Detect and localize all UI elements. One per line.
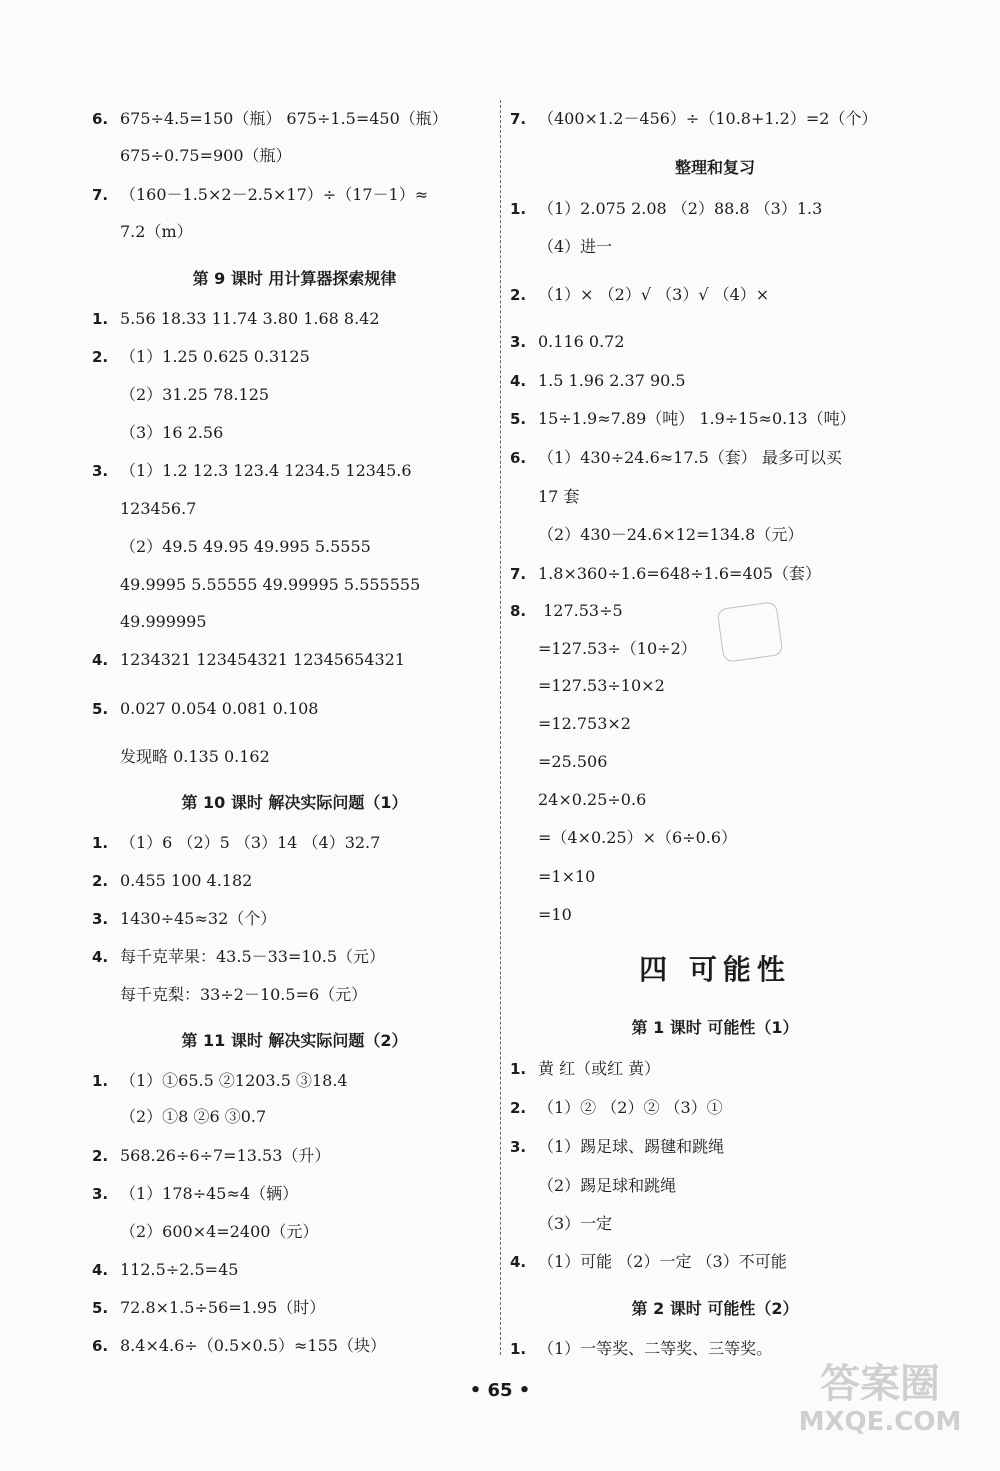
question-number: 7. [510,565,527,583]
answer-text: （2）430－24.6×12=134.8（元） [538,525,804,544]
answer-text: （1）1.25 0.625 0.3125 [120,347,310,366]
answer-line [92,145,292,167]
answer-line [92,384,269,406]
answer-text: =10 [538,905,572,924]
answer-text: 发现略 0.135 0.162 [120,747,270,766]
answer-line [510,600,623,622]
answer-line [92,746,270,768]
question-number: 4. [92,651,109,669]
answer-line [92,1183,298,1205]
answer-text: 7.2（m） [120,222,193,241]
question-number: 3. [92,1185,109,1203]
answer-line [92,346,310,368]
answer-text: （1）6 （2）5 （3）14 （4）32.7 [120,833,381,852]
section-heading: 第 11 课时 解决实际问题（2） [181,1031,408,1050]
answer-line [92,649,405,671]
answer-line [510,1338,772,1360]
answer-text: =1×10 [538,867,596,886]
answer-line [92,908,276,930]
answer-text: （400×1.2－456）÷（10.8+1.2）=2（个） [538,109,878,128]
answer-text: 72.8×1.5÷56=1.95（时） [120,1298,326,1317]
question-number: 4. [510,372,527,390]
answer-line [92,460,412,482]
answer-text: 5.56 18.33 11.74 3.80 1.68 8.42 [120,309,380,328]
question-number: 4. [92,1261,109,1279]
answer-text: 675÷0.75=900（瓶） [120,146,292,165]
question-number: 7. [510,110,527,128]
answer-text: 675÷4.5=150（瓶） 675÷1.5=450（瓶） [120,109,448,128]
answer-line [510,1097,723,1119]
answer-line [92,1145,330,1167]
answer-line [92,1106,266,1128]
answer-line [92,536,371,558]
answer-line [92,498,196,520]
question-number: 2. [92,872,109,890]
question-number: 6. [92,1337,109,1355]
answer-text: 8.4×4.6÷（0.5×0.5）≈155（块） [120,1336,386,1355]
answer-text: 1234321 123454321 12345654321 [120,650,406,669]
answer-text: （1）× （2）√ （3）√ （4）× [538,285,770,304]
question-number: 7. [92,186,109,204]
answer-text: （2）31.25 78.125 [120,385,270,404]
answer-line [510,284,769,306]
answer-text: （2）600×4=2400（元） [120,1222,319,1241]
question-number: 5. [92,1299,109,1317]
answer-text: （1）①65.5 ②1203.5 ③18.4 [120,1071,348,1090]
answer-text: 0.455 100 4.182 [120,871,253,890]
answer-line [510,1175,676,1197]
answer-line [510,198,822,220]
question-number: 3. [510,333,527,351]
answer-text: （3）一定 [538,1214,613,1233]
answer-text: 黄 红（或红 黄） [538,1059,661,1078]
page-number: • 65 • [469,1380,531,1401]
answer-line [510,1058,660,1080]
answer-text: 每千克苹果：43.5－33=10.5（元） [120,947,386,966]
answer-line [510,331,625,353]
answer-line [92,221,193,243]
answer-line [510,236,612,258]
answer-text: 每千克梨：33÷2－10.5=6（元） [120,985,368,1004]
answer-line [92,698,318,720]
section-heading: 第 2 课时 可能性（2） [631,1299,799,1318]
stamp-mark [717,601,784,663]
answer-line [510,408,856,430]
answer-text: =25.506 [538,752,608,771]
question-number: 4. [92,948,109,966]
answer-line [92,1297,325,1319]
answer-text: （2）踢足球和跳绳 [538,1176,677,1195]
chapter-title: 四 可能性 [639,953,791,986]
answer-line [510,524,803,546]
answer-text: 1.8×360÷1.6=648÷1.6=405（套） [538,564,821,583]
section-heading: 整理和复习 [674,158,755,177]
answer-line [510,486,579,508]
question-number: 1. [510,1060,527,1078]
question-number: 3. [92,462,109,480]
answer-text: 15÷1.9≈7.89（吨） 1.9÷15≈0.13（吨） [538,409,856,428]
answer-line [92,946,385,968]
answer-text: （1）430÷24.6≈17.5（套） 最多可以买 [538,448,842,467]
question-number: 2. [92,348,109,366]
watermark-logo [790,1361,970,1451]
watermark-top: 答案圈 [820,1361,940,1407]
answer-text: （1）178÷45≈4（辆） [120,1184,299,1203]
answer-line [510,638,697,660]
answer-text: 1.5 1.96 2.37 90.5 [538,371,686,390]
question-number: 6. [510,449,527,467]
answer-line [92,422,223,444]
answer-text: =127.53÷（10÷2） [538,639,697,658]
question-number: 5. [92,700,109,718]
answer-line [510,447,842,469]
section-heading: 第 10 课时 解决实际问题（1） [181,793,408,812]
question-number: 2. [510,286,527,304]
answer-text: 17 套 [538,487,580,506]
answer-line [92,984,367,1006]
answer-line [510,789,646,811]
answer-line [510,370,686,392]
question-number: 5. [510,410,527,428]
answer-text: （1）2.075 2.08 （2）88.8 （3）1.3 [538,199,823,218]
question-number: 2. [510,1099,527,1117]
answer-text: 112.5÷2.5=45 [120,1260,239,1279]
answer-line [92,184,428,206]
answer-line [92,308,380,330]
answer-line [92,1335,386,1357]
answer-text: （1）一等奖、二等奖、三等奖。 [538,1339,773,1358]
answer-line [510,866,595,888]
answer-text: 127.53÷5 [538,601,623,620]
section-heading: 第 9 课时 用计算器探索规律 [192,269,397,288]
question-number: 8. [510,602,527,620]
answer-text: （1）可能 （2）一定 （3）不可能 [538,1252,787,1271]
question-number: 3. [92,910,109,928]
answer-line [92,832,380,854]
answer-line [510,563,821,585]
answer-line [92,1070,348,1092]
answer-text: （3）16 2.56 [120,423,224,442]
answer-line [510,751,607,773]
answer-line [510,1136,724,1158]
answer-text: （1）② （2）② （3）① [538,1098,723,1117]
answer-line [92,574,420,596]
answer-text: 568.26÷6÷7=13.53（升） [120,1146,331,1165]
question-number: 2. [92,1147,109,1165]
answer-line [510,827,737,849]
answer-text: （160－1.5×2－2.5×17）÷（17－1）≈ [120,185,429,204]
answer-text: 0.116 0.72 [538,332,625,351]
answer-line [510,675,665,697]
answer-line [510,1213,612,1235]
answer-line [92,611,207,633]
answer-text: =127.53÷10×2 [538,676,665,695]
answer-line [510,1251,787,1273]
answer-line [510,904,572,926]
answer-line [92,1221,318,1243]
question-number: 3. [510,1138,527,1156]
answer-line [92,870,252,892]
answer-text: 1430÷45≈32（个） [120,909,277,928]
answer-text: （2）49.5 49.95 49.995 5.5555 [120,537,371,556]
answer-text: 123456.7 [120,499,197,518]
answer-line [92,108,448,130]
answer-text: 49.9995 5.55555 49.99995 5.555555 [120,575,421,594]
answer-text: 24×0.25÷0.6 [538,790,647,809]
answer-text: 0.027 0.054 0.081 0.108 [120,699,319,718]
question-number: 1. [510,200,527,218]
answer-text: （2）①8 ②6 ③0.7 [120,1107,267,1126]
answer-line [510,713,631,735]
question-number: 4. [510,1253,527,1271]
answer-text: 49.999995 [120,612,207,631]
answer-text: =12.753×2 [538,714,631,733]
section-heading: 第 1 课时 可能性（1） [631,1018,799,1037]
question-number: 1. [510,1340,527,1358]
answer-text: （1）1.2 12.3 123.4 1234.5 12345.6 [120,461,412,480]
answer-text: （1）踢足球、踢毽和跳绳 [538,1137,725,1156]
answer-text: （4）进一 [538,237,613,256]
answer-text: =（4×0.25）×（6÷0.6） [538,828,738,847]
answer-line [510,108,877,130]
question-number: 6. [92,110,109,128]
watermark-bottom: MXQE.COM [798,1407,962,1437]
column-divider [500,100,501,1355]
question-number: 1. [92,310,109,328]
answer-line [92,1259,238,1281]
question-number: 1. [92,834,109,852]
question-number: 1. [92,1072,109,1090]
